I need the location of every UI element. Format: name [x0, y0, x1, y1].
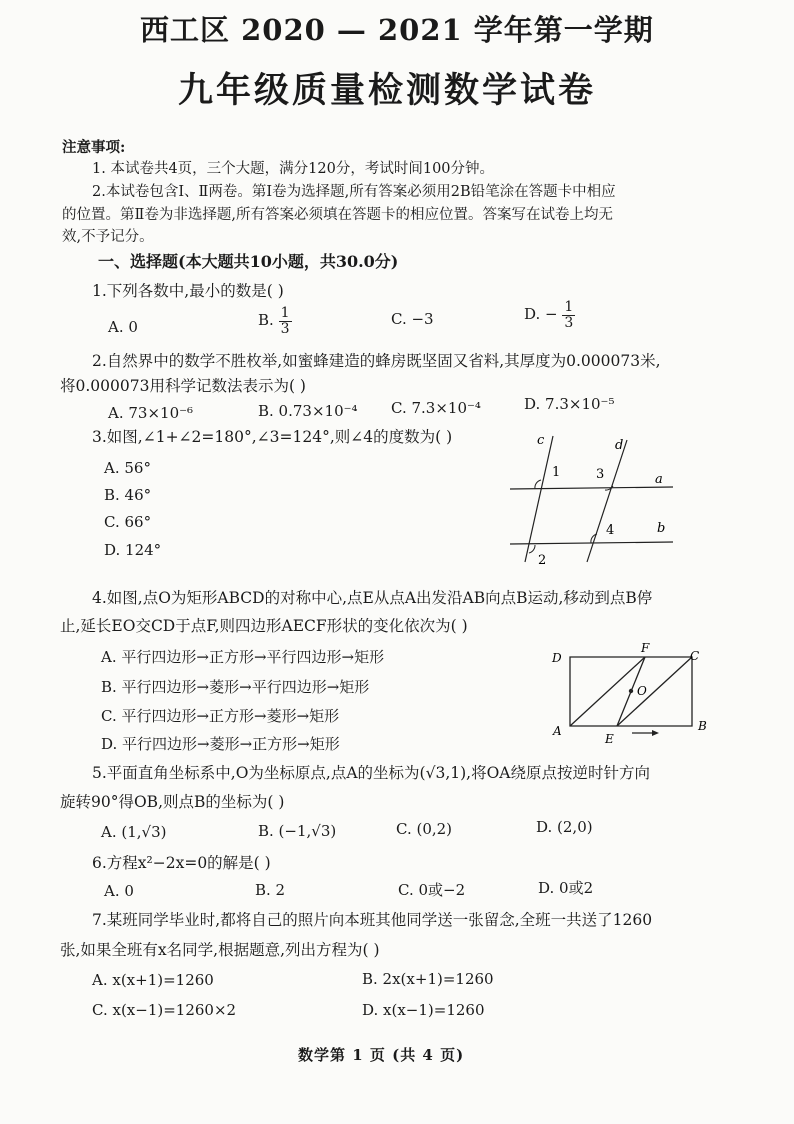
q1-option-d-fraction — [562, 300, 575, 330]
q4-option-a: A. 平行四边形→正方形→平行四边形→矩形 — [101, 648, 385, 666]
q2-option-c: C. 7.3×10⁻⁴ — [391, 399, 481, 417]
label-angle-3: 3 — [596, 467, 605, 482]
label-angle-4: 4 — [606, 523, 615, 538]
q5-option-a: A. (1,√3) — [101, 823, 167, 841]
q6-option-b: B. 2 — [255, 881, 286, 899]
q5-stem-line1: 5.平面直角坐标系中,O为坐标原点,点A的坐标为(√3,1),将OA绕原点按逆时针方向 — [92, 764, 650, 782]
q4-figure — [548, 640, 718, 745]
arrow-head-icon — [652, 730, 659, 736]
angle-2-arc — [529, 545, 535, 553]
label-angle-1: 1 — [552, 465, 561, 480]
notice-item-1: 1. 本试卷共4页，三个大题，满分120分，考试时间100分钟。 — [92, 161, 495, 177]
exam-title-line2: 九年级质量检测数学试卷 — [178, 70, 597, 111]
label-A: A — [553, 724, 562, 738]
segment-af — [570, 657, 645, 726]
label-a: a — [655, 472, 663, 487]
line-d — [587, 440, 627, 562]
notice-item-2-line3: 效,不予记分。 — [62, 229, 154, 245]
exam-title-line1: 西工区 2020 — 2021 学年第一学期 — [140, 13, 654, 47]
q4-option-c: C. 平行四边形→正方形→菱形→矩形 — [101, 707, 340, 725]
label-b: b — [657, 521, 666, 536]
q6-option-a: A. 0 — [104, 882, 134, 900]
q2-stem-line1: 2.自然界中的数学不胜枚举,如蜜蜂建造的蜂房既坚固又省料,其厚度为0.000073米, — [92, 352, 661, 370]
q5-stem-line2: 旋转90°得OB,则点B的坐标为( ) — [60, 793, 285, 811]
q1-option-b-fraction — [279, 306, 292, 336]
q6-option-d: D. 0或2 — [538, 879, 594, 897]
label-c: c — [537, 433, 545, 448]
q6-option-c: C. 0或−2 — [398, 881, 466, 899]
angle-1-arc — [535, 480, 541, 489]
section-1-heading: 一、选择题(本大题共10小题，共30.0分) — [98, 252, 399, 271]
q2-option-d: D. 7.3×10⁻⁵ — [524, 395, 615, 413]
notice-item-2-line1: 2.本试卷包含Ⅰ、Ⅱ两卷。第Ⅰ卷为选择题,所有答案必须用2B铅笔涂在答题卡中相应 — [92, 184, 616, 200]
label-F: F — [641, 641, 650, 655]
q6-stem: 6.方程x²−2x=0的解是( ) — [92, 854, 271, 872]
q1-option-b-numerator: 1 — [280, 305, 290, 321]
q4-stem-line2: 止,延长EO交CD于点F,则四边形AECF形状的变化依次为( ) — [60, 617, 468, 635]
q7-stem-line1: 7.某班同学毕业时,都将自己的照片向本班其他同学送一张留念,全班一共送了1260 — [92, 911, 653, 929]
q2-option-b: B. 0.73×10⁻⁴ — [258, 402, 358, 420]
q2-stem-line2: 将0.000073用科学记数法表示为( ) — [60, 377, 306, 395]
q3-option-c: C. 66° — [104, 513, 152, 531]
q7-option-c: C. x(x−1)=1260×2 — [92, 1001, 237, 1019]
q1-option-b-prefix: B. — [258, 311, 274, 330]
q1-option-d-prefix: D. − — [524, 305, 558, 324]
q1-option-d-numerator: 1 — [564, 299, 574, 315]
label-B: B — [698, 719, 707, 733]
q5-option-d: D. (2,0) — [536, 818, 593, 836]
q3-figure — [505, 428, 685, 568]
q4-option-b: B. 平行四边形→菱形→平行四边形→矩形 — [101, 678, 370, 696]
q3-stem: 3.如图,∠1+∠2=180°,∠3=124°,则∠4的度数为( ) — [92, 428, 453, 446]
label-angle-2: 2 — [538, 553, 547, 568]
q3-option-b: B. 46° — [104, 486, 152, 504]
label-D: D — [552, 651, 562, 665]
label-E: E — [605, 732, 614, 745]
q2-option-a: A. 73×10⁻⁶ — [108, 404, 194, 422]
q7-option-b: B. 2x(x+1)=1260 — [362, 970, 494, 988]
q1-option-d — [524, 300, 575, 330]
q4-option-d: D. 平行四边形→菱形→正方形→矩形 — [101, 735, 340, 753]
notice-item-2-line2: 的位置。第Ⅱ卷为非选择题,所有答案必须填在答题卡的相应位置。答案写在试卷上均无 — [62, 207, 613, 223]
label-d: d — [615, 438, 624, 453]
line-b — [510, 542, 673, 544]
q1-option-b-denominator: 3 — [280, 320, 290, 337]
q1-option-a: A. 0 — [108, 318, 138, 336]
page-footer: 数学第 1 页 (共 4 页) — [298, 1046, 465, 1064]
label-O: O — [637, 684, 647, 698]
q7-option-a: A. x(x+1)=1260 — [92, 971, 214, 989]
q7-option-d: D. x(x−1)=1260 — [362, 1001, 485, 1019]
q7-stem-line2: 张,如果全班有x名同学,根据题意,列出方程为( ) — [60, 941, 380, 959]
q1-option-c: C. −3 — [391, 310, 434, 328]
label-C: C — [690, 649, 700, 663]
q1-stem: 1.下列各数中,最小的数是( ) — [92, 282, 284, 300]
point-o — [629, 689, 633, 693]
q4-stem-line1: 4.如图,点O为矩形ABCD的对称中心,点E从点A出发沿AB向点B运动,移动到点B停 — [92, 589, 653, 607]
q1-option-d-denominator: 3 — [564, 314, 574, 331]
q1-option-b — [258, 306, 292, 336]
segment-ec — [617, 657, 692, 726]
q3-option-d: D. 124° — [104, 541, 162, 559]
q3-option-a: A. 56° — [104, 459, 151, 477]
notice-heading: 注意事项: — [62, 139, 126, 156]
q5-option-b: B. (−1,√3) — [258, 822, 337, 840]
q5-option-c: C. (0,2) — [396, 820, 453, 838]
